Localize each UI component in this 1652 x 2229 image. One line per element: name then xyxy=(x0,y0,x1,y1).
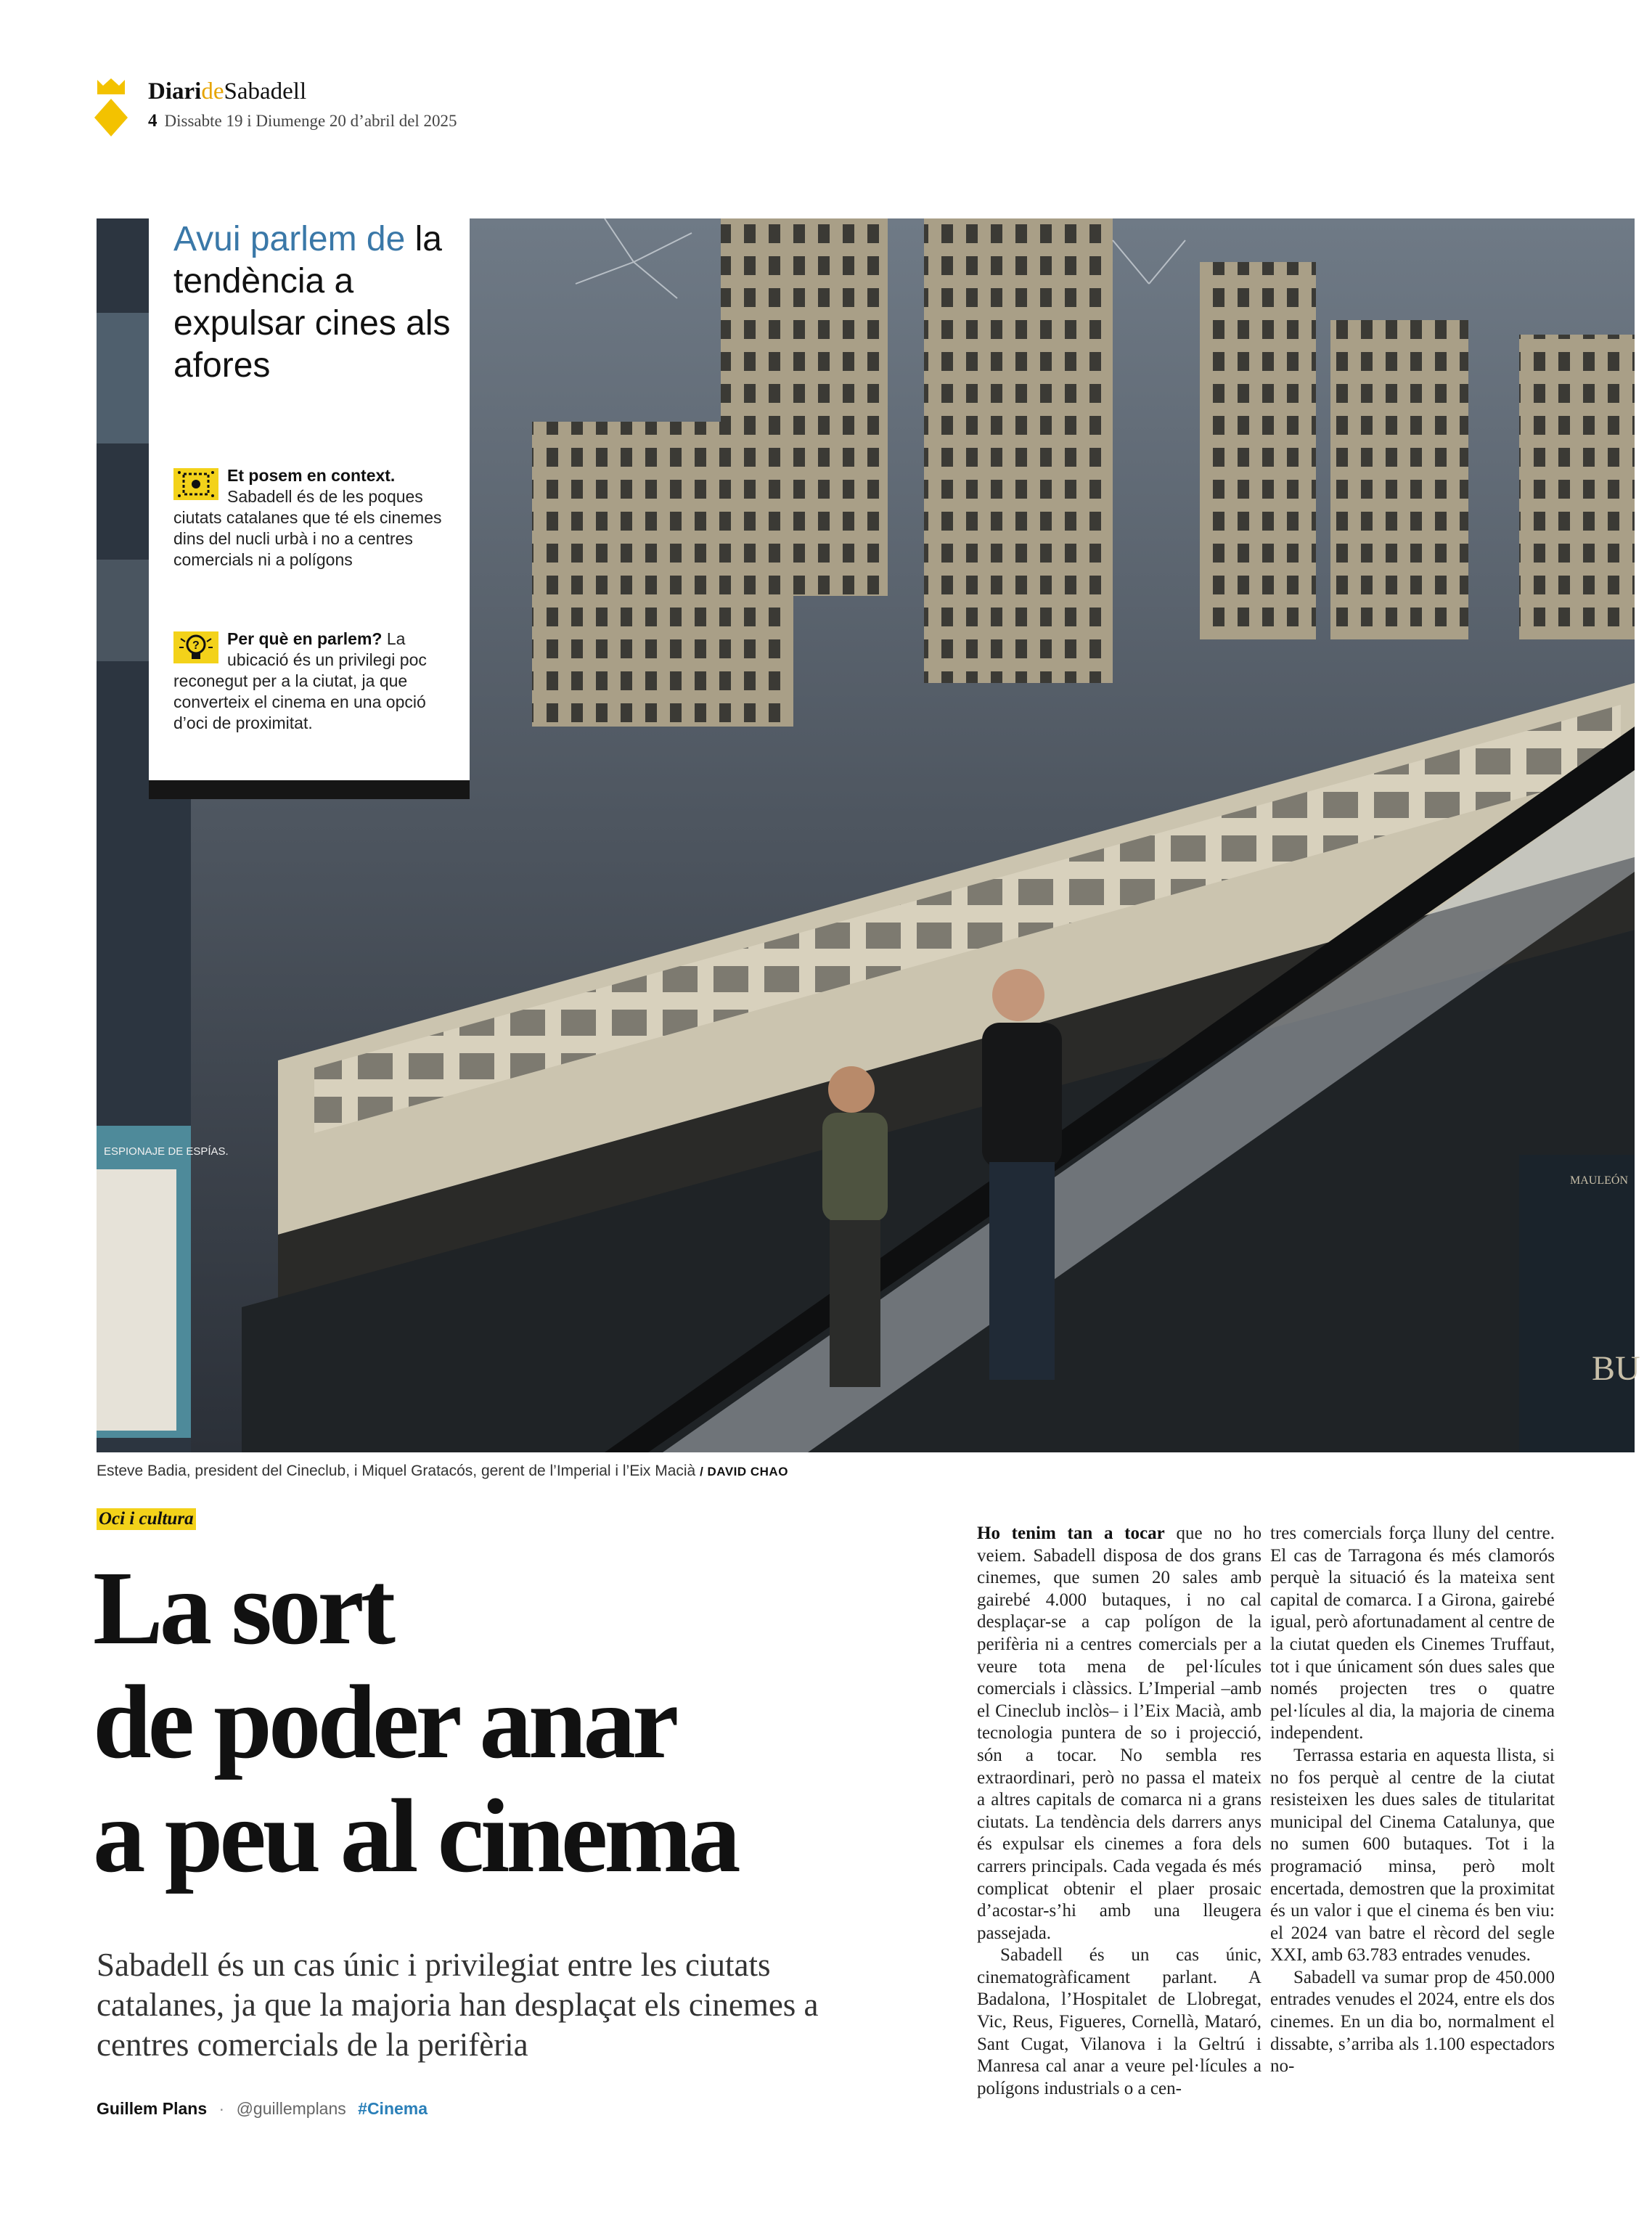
byline-handle[interactable]: @guillemplans xyxy=(236,2099,346,2118)
byline-author[interactable]: Guillem Plans xyxy=(97,2099,208,2118)
lightbulb-question-icon xyxy=(173,631,218,663)
sidebar-item-context xyxy=(173,465,464,570)
headline xyxy=(93,1552,964,1894)
masthead[interactable] xyxy=(148,77,306,106)
byline xyxy=(97,2098,428,2119)
sidebar-title-black: la tendència a expulsar cines als afores xyxy=(173,220,451,385)
lead-in: Ho tenim tan a tocar xyxy=(977,1524,1165,1543)
sidebar-item-why xyxy=(173,629,464,734)
caption-text: Esteve Badia, president del Cineclub, i Miquel Gratacós, gerent de l’Imperial i l’Eix Macià xyxy=(97,1463,696,1479)
context-sidebar xyxy=(149,218,470,799)
sidebar-title-blue: Avui parlem de xyxy=(173,220,406,258)
headline-line-1: La sort xyxy=(93,1550,393,1666)
sidebar-item-context-heading: Et posem en context. xyxy=(227,466,396,485)
poster-right-big: BU xyxy=(1592,1349,1640,1388)
dek: Sabadell és un cas únic i privilegiat entre les ciutats catalanes, ja que la majoria han desplaçat els cinemes a centres comercials de la perifèria xyxy=(97,1947,819,2063)
body-paragraph xyxy=(977,1523,1262,1944)
page-number: 4 xyxy=(148,111,158,131)
masthead-city: Sabadell xyxy=(224,78,307,105)
body-column-2 xyxy=(1270,1523,1555,2078)
body-paragraph: Sabadell va sumar prop de 450.000 entrades venudes el 2024, entre els dos cinemes. En un dia bo, normalment el dissabte, s’arriba als 1.100 espectadors no- xyxy=(1270,1967,1555,2077)
sidebar-item-context-text: Sabadell és de les poques ciutats catalanes que té els cinemes dins del nucli urbà i no a centres comercials ni a polígons xyxy=(173,487,442,569)
dateline xyxy=(148,110,457,132)
sidebar-bottom-bar xyxy=(149,780,470,799)
photo-credit: / DAVID CHAO xyxy=(700,1465,788,1478)
body-paragraph: Sabadell és un cas únic, cinematogràficament parlant. A Badalona, l’Hospitalet de Llobregat, Vic, Reus, Figueres, Cornellà, Mataró, Sant Cugat, Vilanova i la Geltrú i Manresa cal anar a veure pel·lícules a polígons industrials o a cen- xyxy=(977,1945,1262,2098)
sidebar-title xyxy=(173,218,464,387)
byline-hashtag[interactable]: #Cinema xyxy=(358,2099,428,2118)
photo-caption xyxy=(97,1461,788,1482)
masthead-de: de xyxy=(201,78,224,105)
body-paragraph: Terrassa estaria en aquesta llista, si no fos perquè al centre de la ciutat resisteixen les dues sales de titularitat municipal del Cinema Catalunya, que no sumen 600 butaques. Tot i la programació minsa, però molt encertada, demostren que la proximitat és un valor i que el cinema és ben viu: el 2024 van batre el rècord del segle XXI, amb 63.783 entrades venudes. xyxy=(1270,1745,1555,1966)
poster-left-text: ESPIONAJE DE ESPÍAS. xyxy=(104,1145,229,1158)
body-text: que no ho veiem. Sabadell disposa de dos grans cinemes, que sumen 20 sales amb gairebé 4.000 butaques, i no cal desplaçar-se a cap polígon de la perifèria ni a centres comercials per a veure tota mena de pel·lícules comercials i clàssics. L’Imperial –amb el Cineclub inclòs– i l’Eix Macià, amb tecnologia puntera de so i projecció, són a tocar. No sembla res extraordinari, però no passa el mateix a altres capitals de comarca ni a grans ciutats. La tendència dels darrers anys és expulsar els cinemes a fora dels carrers principals. Cada vegada és més complicat obtenir el plaer prosaic d’acostar-s’hi amb una lleugera passejada. xyxy=(977,1524,1262,1943)
body-column-1 xyxy=(977,1523,1262,2100)
context-icon xyxy=(173,468,218,500)
headline-line-2: de poder anar xyxy=(93,1664,676,1780)
masthead-diari: Diari xyxy=(148,78,202,105)
city-crest-logo xyxy=(94,78,128,136)
section-label[interactable]: Oci i cultura xyxy=(97,1508,196,1530)
body-paragraph: tres comercials força lluny del centre. El cas de Tarragona és més clamorós perquè la situació és la mateixa sent capital de comarca. I a Girona, gairebé igual, però afortunadament al centre de la ciutat queden els Cinemes Truffaut, tot i que únicament són dues sales que només projecten tres o quatre pel·lícules al dia, la majoria de cinema independent. xyxy=(1270,1524,1555,1743)
svg-text:?: ? xyxy=(192,639,200,652)
issue-date: Dissabte 19 i Diumenge 20 d’abril del 2025 xyxy=(164,112,457,130)
poster-right-top: MAULEÓN xyxy=(1570,1174,1628,1187)
sidebar-item-why-heading: Per què en parlem? xyxy=(227,629,383,648)
byline-separator: · xyxy=(218,2099,225,2118)
headline-line-3: a peu al cinema xyxy=(93,1778,737,1894)
sidebar-item-why-text: La ubicació és un privilegi poc reconegut per a la ciutat, ja que converteix el cinema en una opció d’oci de proximitat. xyxy=(173,629,427,732)
